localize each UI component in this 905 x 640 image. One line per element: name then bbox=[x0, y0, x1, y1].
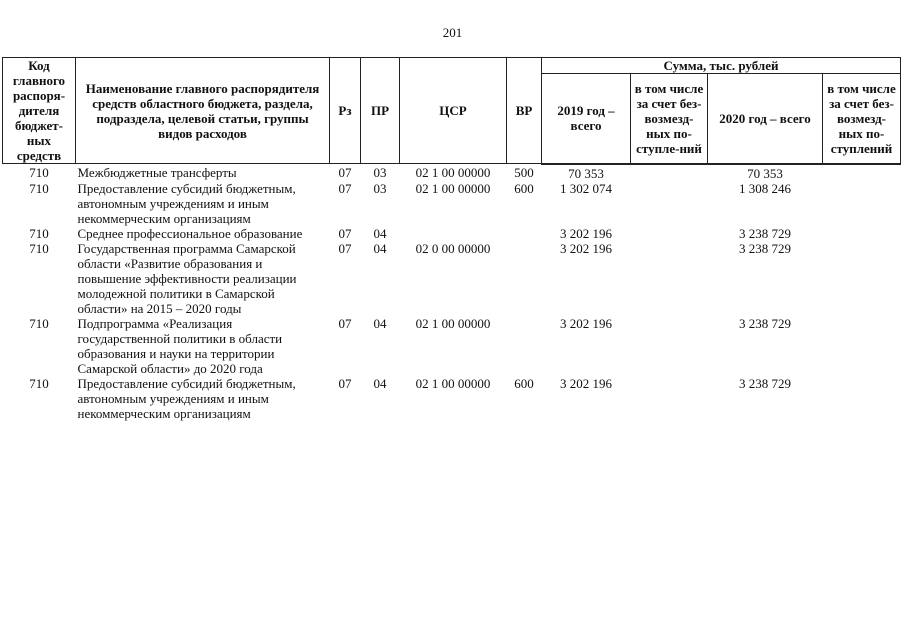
cell-pr: 04 bbox=[373, 315, 387, 331]
cell-rz: 07 bbox=[338, 315, 352, 331]
cell-2020-total: 3 238 729 bbox=[739, 240, 791, 256]
table-row bbox=[3, 226, 901, 241]
header-pr: ПР bbox=[361, 58, 400, 164]
cell-2019-total: 3 202 196 bbox=[560, 225, 612, 241]
cell-2019-free bbox=[631, 226, 708, 241]
cell-name: Среднее профессиональное образование bbox=[77, 225, 303, 241]
cell-rz: 07 bbox=[338, 165, 352, 180]
cell-vr: 600 bbox=[514, 180, 534, 196]
cell-rz: 07 bbox=[338, 240, 352, 256]
cell-csr bbox=[400, 226, 507, 241]
cell-csr: 02 1 00 00000 bbox=[415, 315, 491, 331]
table-row bbox=[3, 376, 901, 421]
cell-pr: 04 bbox=[373, 240, 387, 256]
cell-name: Подпрограмма «Реализация государственной политики в области образования и науки на территории Самарской области» до 2020 года bbox=[77, 315, 283, 376]
header-2020-free: в том числе за счет без-возмезд-ных по-ступлений bbox=[823, 74, 901, 164]
cell-code: 710 bbox=[29, 225, 49, 241]
cell-code: 710 bbox=[29, 240, 49, 256]
cell-name: Государственная программа Самарской области «Развитие образования и повышение эффективности реализации молодежной политики в Самарской области» на 2015 – 2020 годы bbox=[77, 240, 297, 316]
budget-table bbox=[2, 57, 901, 421]
cell-2020-total: 3 238 729 bbox=[739, 225, 791, 241]
table-row bbox=[3, 241, 901, 316]
header-csr: ЦСР bbox=[400, 58, 507, 164]
cell-pr: 04 bbox=[373, 375, 387, 391]
cell-2020-total: 1 308 246 bbox=[739, 180, 791, 196]
cell-2019-total: 70 353 bbox=[568, 165, 604, 181]
cell-code: 710 bbox=[29, 315, 49, 331]
header-rz: Рз bbox=[330, 58, 361, 164]
cell-2019-total: 3 202 196 bbox=[560, 240, 612, 256]
cell-vr: 500 bbox=[514, 165, 534, 180]
cell-2020-free bbox=[823, 376, 901, 421]
cell-csr: 02 1 00 00000 bbox=[415, 180, 491, 196]
page-number: 201 bbox=[442, 25, 463, 40]
header-sum: Сумма, тыс. рублей bbox=[542, 58, 901, 74]
header-vr: ВР bbox=[507, 58, 542, 164]
cell-2020-total: 70 353 bbox=[747, 165, 783, 181]
header-2019-total: 2019 год – всего bbox=[542, 74, 631, 164]
header-2020-total: 2020 год – всего bbox=[708, 74, 823, 164]
cell-csr: 02 1 00 00000 bbox=[415, 165, 491, 180]
cell-code: 710 bbox=[29, 375, 49, 391]
cell-vr bbox=[507, 226, 542, 241]
cell-name: Предоставление субсидий бюджетным, автономным учреждениям и иным некоммерческим организациям bbox=[77, 180, 296, 226]
cell-2020-free bbox=[823, 241, 901, 316]
table-row bbox=[3, 316, 901, 376]
cell-name: Предоставление субсидий бюджетным, автономным учреждениям и иным некоммерческим организациям bbox=[77, 375, 296, 421]
cell-rz: 07 bbox=[338, 225, 352, 241]
table-row bbox=[3, 181, 901, 226]
cell-2019-free bbox=[631, 241, 708, 316]
table-row bbox=[3, 164, 901, 181]
cell-2019-total: 3 202 196 bbox=[560, 315, 612, 331]
cell-vr: 600 bbox=[514, 375, 534, 391]
table-header bbox=[3, 58, 901, 164]
cell-2019-free bbox=[631, 164, 708, 181]
cell-2020-total: 3 238 729 bbox=[739, 315, 791, 331]
header-2019-free: в том числе за счет без-возмезд-ных по-ступле-ний bbox=[631, 74, 708, 164]
cell-2019-free bbox=[631, 316, 708, 376]
cell-rz: 07 bbox=[338, 375, 352, 391]
header-name: Наименование главного распорядителя средств областного бюджета, раздела, подраздела, целевой статьи, группы видов расходов bbox=[76, 58, 330, 164]
cell-csr: 02 0 00 00000 bbox=[415, 240, 491, 256]
cell-vr bbox=[507, 316, 542, 376]
cell-csr: 02 1 00 00000 bbox=[415, 375, 491, 391]
cell-name: Межбюджетные трансферты bbox=[77, 165, 237, 180]
cell-pr: 03 bbox=[373, 165, 387, 180]
header-code: Код главного распоря-дителя бюджет-ных средств bbox=[3, 58, 76, 164]
cell-pr: 03 bbox=[373, 180, 387, 196]
cell-code: 710 bbox=[29, 180, 49, 196]
cell-code: 710 bbox=[29, 165, 49, 180]
cell-2019-total: 3 202 196 bbox=[560, 375, 612, 391]
cell-2020-free bbox=[823, 181, 901, 226]
cell-vr bbox=[507, 241, 542, 316]
cell-2020-free bbox=[823, 226, 901, 241]
table-body bbox=[3, 164, 901, 421]
cell-rz: 07 bbox=[338, 180, 352, 196]
cell-2020-free bbox=[823, 164, 901, 181]
cell-2019-total: 1 302 074 bbox=[560, 180, 612, 196]
cell-2019-free bbox=[631, 376, 708, 421]
cell-2019-free bbox=[631, 181, 708, 226]
cell-pr: 04 bbox=[373, 225, 387, 241]
cell-2020-total: 3 238 729 bbox=[739, 375, 791, 391]
cell-2020-free bbox=[823, 316, 901, 376]
